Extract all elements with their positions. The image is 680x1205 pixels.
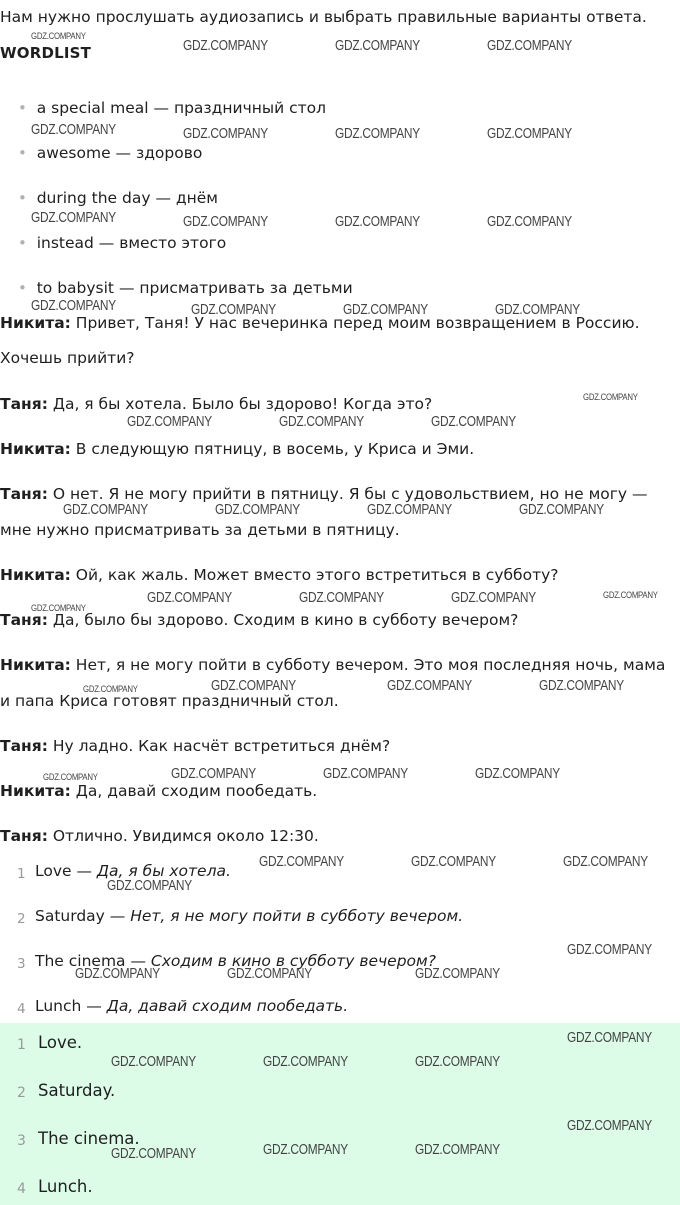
final-answer: Love. [38,1033,83,1052]
watermark: GDZ.COMPANY [487,38,572,54]
watermark: GDZ.COMPANY [335,126,420,142]
answer-item: Saturday — Нет, я не могу пойти в субботу вечером. [35,907,464,925]
bullet-icon: • [18,279,27,297]
answer-item: Lunch — Да, давай сходим пообедать. [35,997,349,1015]
speaker-name: Никита: [0,782,71,800]
watermark: GDZ.COMPANY [475,766,560,782]
watermark: GDZ.COMPANY [415,1142,500,1158]
speaker-name: Никита: [0,566,71,584]
answer-panel [0,1023,680,1205]
watermark: GDZ.COMPANY [183,126,268,142]
watermark: GDZ.COMPANY [519,502,604,518]
watermark: GDZ.COMPANY [343,302,428,318]
dialogue-line: Таня: Да, было бы здорово. Сходим в кино в субботу вечером? [0,611,519,629]
watermark: GDZ.COMPANY [147,590,232,606]
watermark: GDZ.COMPANY [31,210,116,226]
speaker-name: Никита: [0,314,71,332]
watermark: GDZ.COMPANY [387,678,472,694]
watermark: GDZ.COMPANY [191,302,276,318]
answer-item: The cinema — Сходим в кино в субботу вечером? [35,952,436,970]
watermark: GDZ.COMPANY [259,854,344,870]
bullet-icon: • [18,144,27,162]
dialogue-line: мне нужно присматривать за детьми в пятницу. [0,521,400,539]
watermark: GDZ.COMPANY [43,772,98,783]
speaker-name: Таня: [0,485,48,503]
answer-number: 4 [17,1001,26,1017]
watermark: GDZ.COMPANY [31,298,116,314]
watermark: GDZ.COMPANY [299,590,384,606]
dialogue-line: Таня: Отлично. Увидимся около 12:30. [0,827,319,845]
wordlist-item: • during the day — днём [18,189,218,207]
watermark: GDZ.COMPANY [335,38,420,54]
dialogue-line: Таня: О нет. Я не могу прийти в пятницу. Я бы с удовольствием, но не могу — [0,485,648,503]
dialogue-line: Никита: Да, давай сходим пообедать. [0,782,318,800]
watermark: GDZ.COMPANY [567,942,652,958]
dialogue-line: Хочешь прийти? [0,349,135,367]
intro-text: Нам нужно прослушать аудиозапись и выбрать правильные варианты ответа. [0,8,647,26]
watermark: GDZ.COMPANY [171,766,256,782]
speaker-name: Таня: [0,611,48,629]
watermark: GDZ.COMPANY [411,854,496,870]
watermark: GDZ.COMPANY [487,214,572,230]
watermark: GDZ.COMPANY [415,966,500,982]
watermark: GDZ.COMPANY [367,502,452,518]
watermark: GDZ.COMPANY [567,1118,652,1134]
watermark: GDZ.COMPANY [603,590,658,601]
final-number: 1 [17,1037,26,1053]
wordlist-item: • awesome — здорово [18,144,203,162]
watermark: GDZ.COMPANY [279,414,364,430]
dialogue-line: Никита: В следующую пятницу, в восемь, у Криса и Эми. [0,440,475,458]
dialogue-line: Никита: Нет, я не могу пойти в субботу вечером. Это моя последняя ночь, мама [0,656,666,674]
wordlist-item: • a special meal — праздничный стол [18,99,327,117]
watermark: GDZ.COMPANY [583,392,638,403]
watermark: GDZ.COMPANY [415,1054,500,1070]
final-answer: Lunch. [38,1177,93,1196]
wordlist-title: WORDLIST [0,44,92,62]
watermark: GDZ.COMPANY [431,414,516,430]
final-number: 3 [17,1133,26,1149]
speaker-name: Таня: [0,737,48,755]
watermark: GDZ.COMPANY [31,122,116,138]
answer-number: 3 [17,956,26,972]
final-answer: Saturday. [38,1081,116,1100]
dialogue-line: и папа Криса готовят праздничный стол. [0,692,339,710]
bullet-icon: • [18,99,27,117]
final-number: 2 [17,1085,26,1101]
watermark: GDZ.COMPANY [83,684,138,695]
watermark: GDZ.COMPANY [183,38,268,54]
watermark: GDZ.COMPANY [323,766,408,782]
final-number: 4 [17,1181,26,1197]
speaker-name: Никита: [0,440,71,458]
watermark: GDZ.COMPANY [227,966,312,982]
watermark: GDZ.COMPANY [215,502,300,518]
answer-number: 2 [17,911,26,927]
wordlist-item: • instead — вместо этого [18,234,227,252]
watermark: GDZ.COMPANY [539,678,624,694]
speaker-name: Никита: [0,656,71,674]
watermark: GDZ.COMPANY [567,1030,652,1046]
answer-number: 1 [17,866,26,882]
bullet-icon: • [18,234,27,252]
watermark: GDZ.COMPANY [211,678,296,694]
watermark: GDZ.COMPANY [127,414,212,430]
speaker-name: Таня: [0,827,48,845]
watermark: GDZ.COMPANY [335,214,420,230]
watermark: GDZ.COMPANY [63,502,148,518]
watermark: GDZ.COMPANY [107,878,192,894]
final-answer: The cinema. [38,1129,140,1148]
watermark: GDZ.COMPANY [75,966,160,982]
watermark: GDZ.COMPANY [451,590,536,606]
watermark: GDZ.COMPANY [31,603,86,614]
dialogue-line: Таня: Да, я бы хотела. Было бы здорово! Когда это? [0,395,433,413]
wordlist-item: • to babysit — присматривать за детьми [18,279,353,297]
bullet-icon: • [18,189,27,207]
answer-item: Love — Да, я бы хотела. [35,862,231,880]
watermark: GDZ.COMPANY [183,214,268,230]
watermark: GDZ.COMPANY [263,1142,348,1158]
watermark: GDZ.COMPANY [263,1054,348,1070]
watermark: GDZ.COMPANY [487,126,572,142]
watermark: GDZ.COMPANY [111,1054,196,1070]
watermark: GDZ.COMPANY [495,302,580,318]
watermark: GDZ.COMPANY [111,1146,196,1162]
dialogue-line: Никита: Ой, как жаль. Может вместо этого встретиться в субботу? [0,566,559,584]
dialogue-line: Никита: Привет, Таня! У нас вечеринка перед моим возвращением в Россию. [0,314,640,332]
dialogue-line: Таня: Ну ладно. Как насчёт встретиться днём? [0,737,391,755]
speaker-name: Таня: [0,395,48,413]
watermark: GDZ.COMPANY [31,31,86,42]
watermark: GDZ.COMPANY [563,854,648,870]
